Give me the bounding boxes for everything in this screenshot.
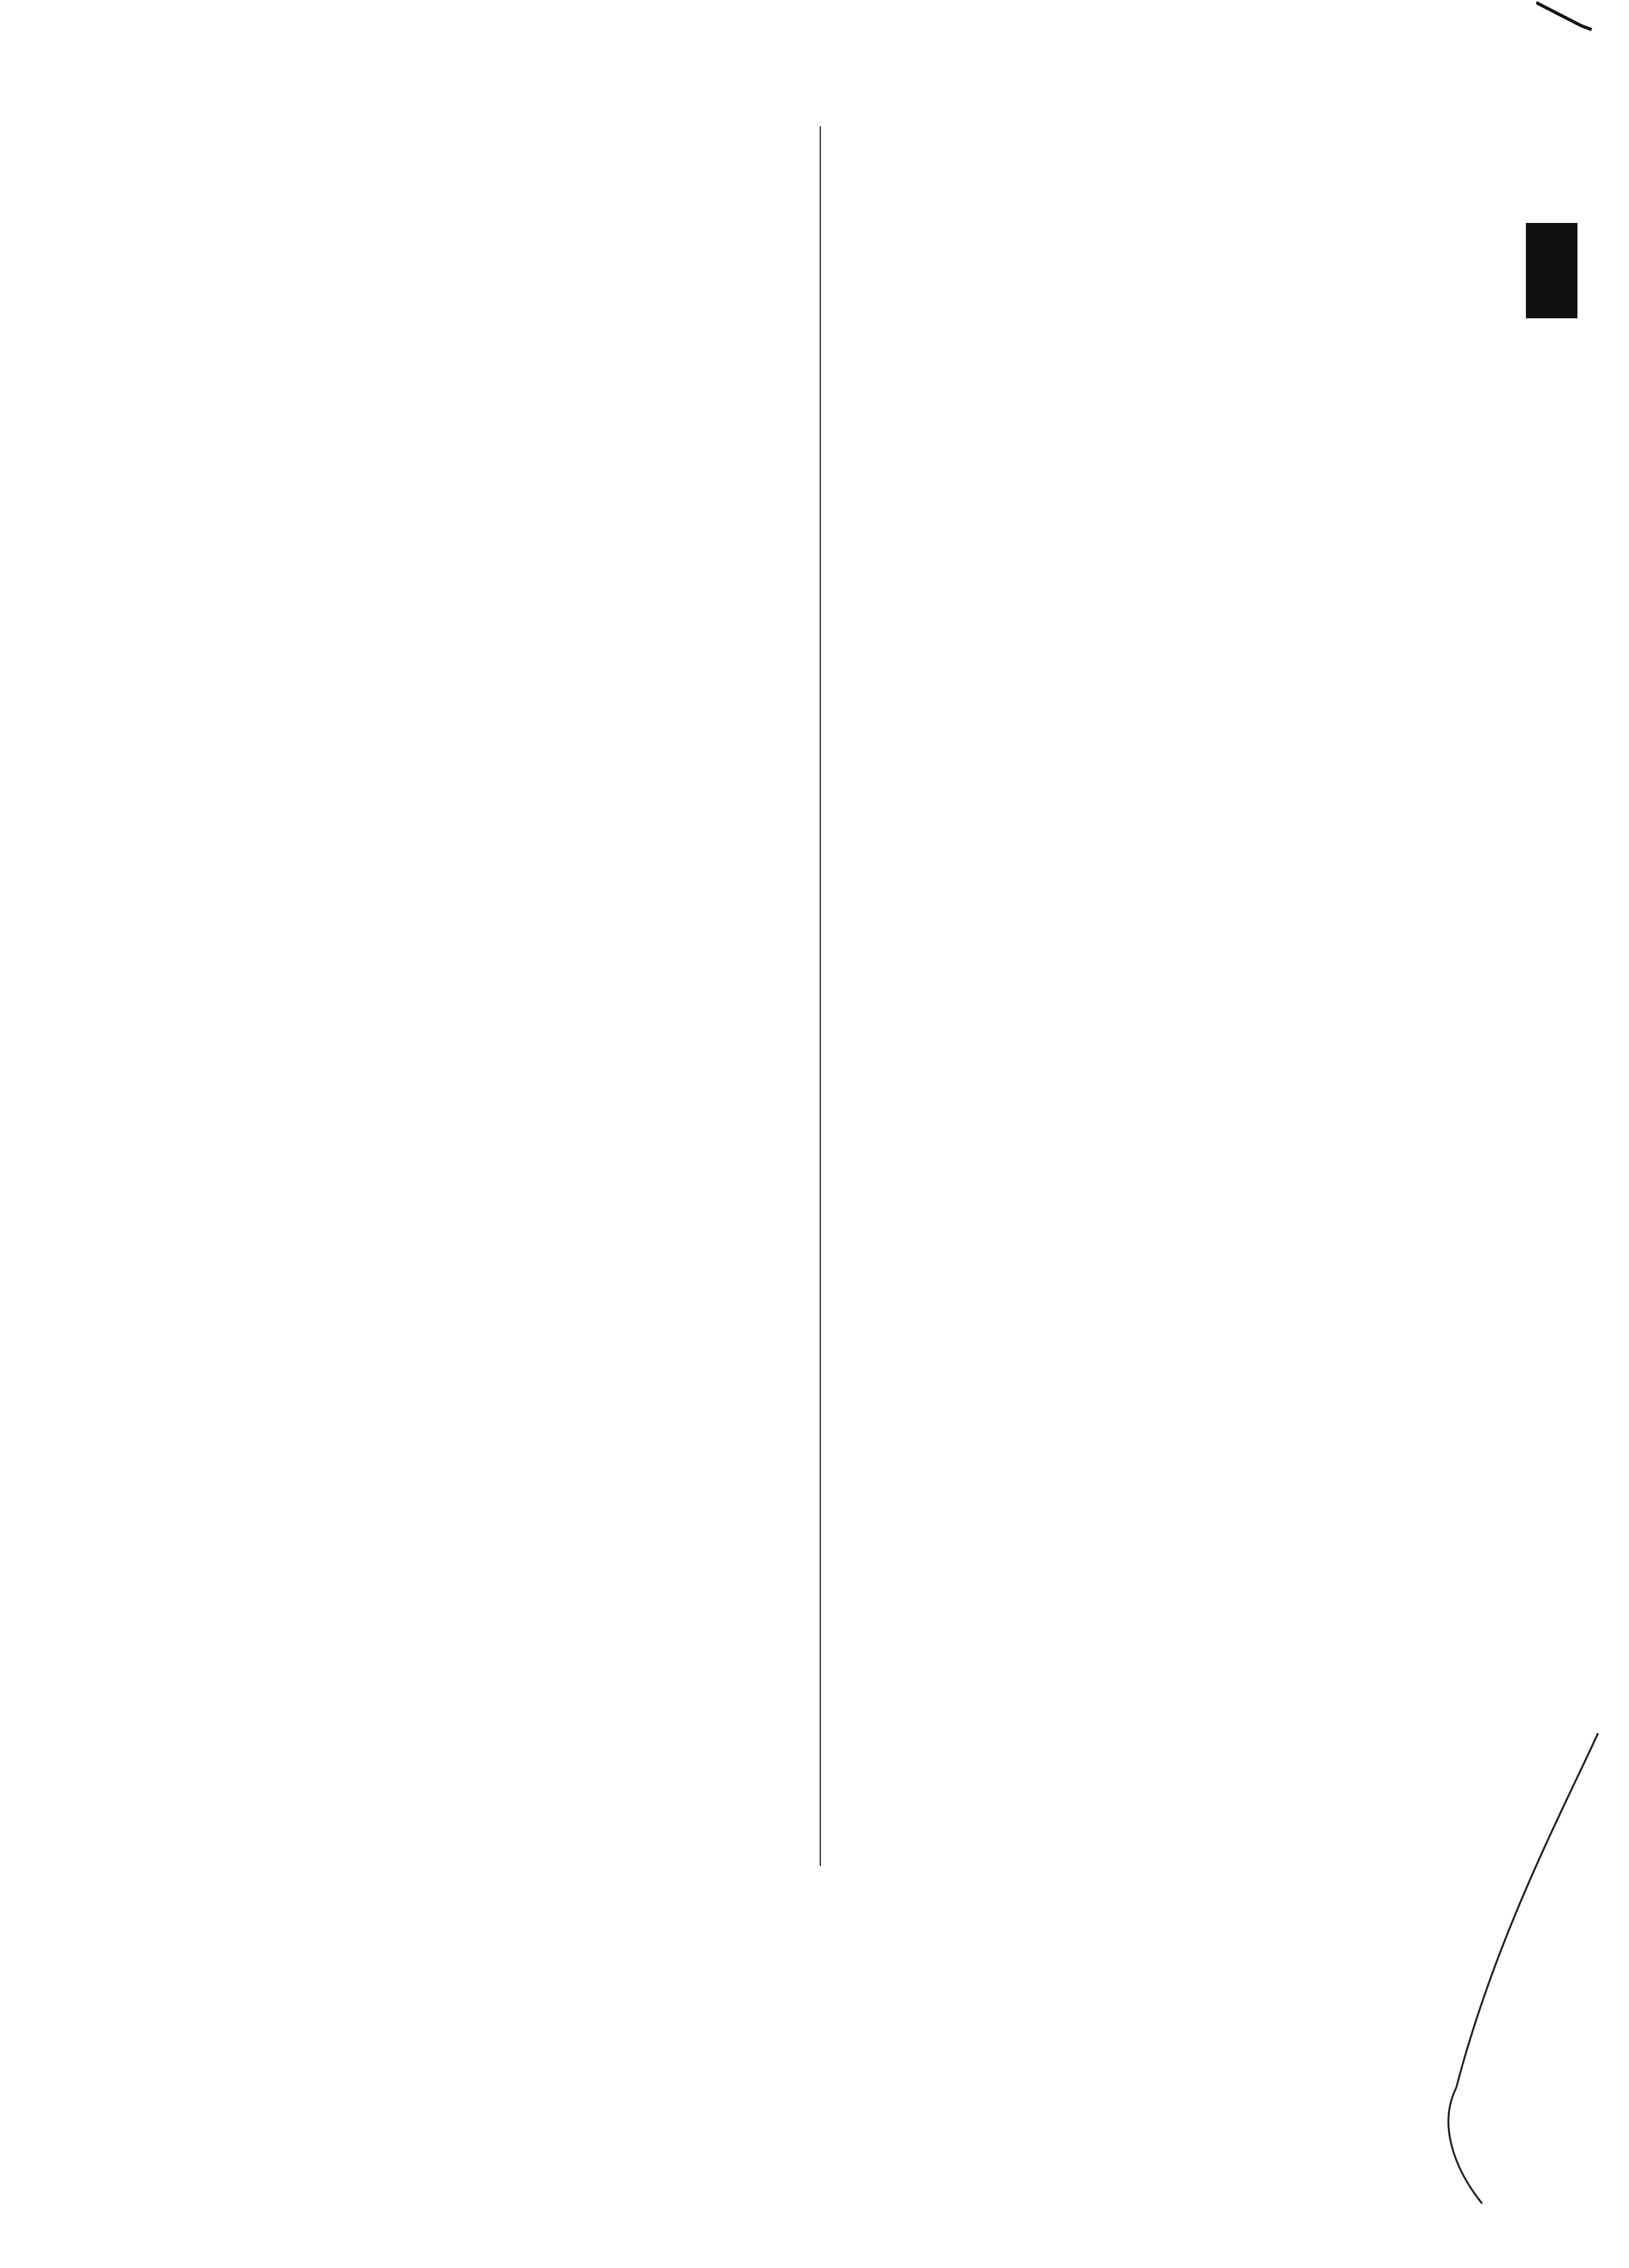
thumb-index-tab xyxy=(1526,223,1577,318)
corner-mark xyxy=(1536,0,1594,32)
pencil-scribble xyxy=(1379,1727,1611,2216)
column-divider xyxy=(820,126,821,1866)
